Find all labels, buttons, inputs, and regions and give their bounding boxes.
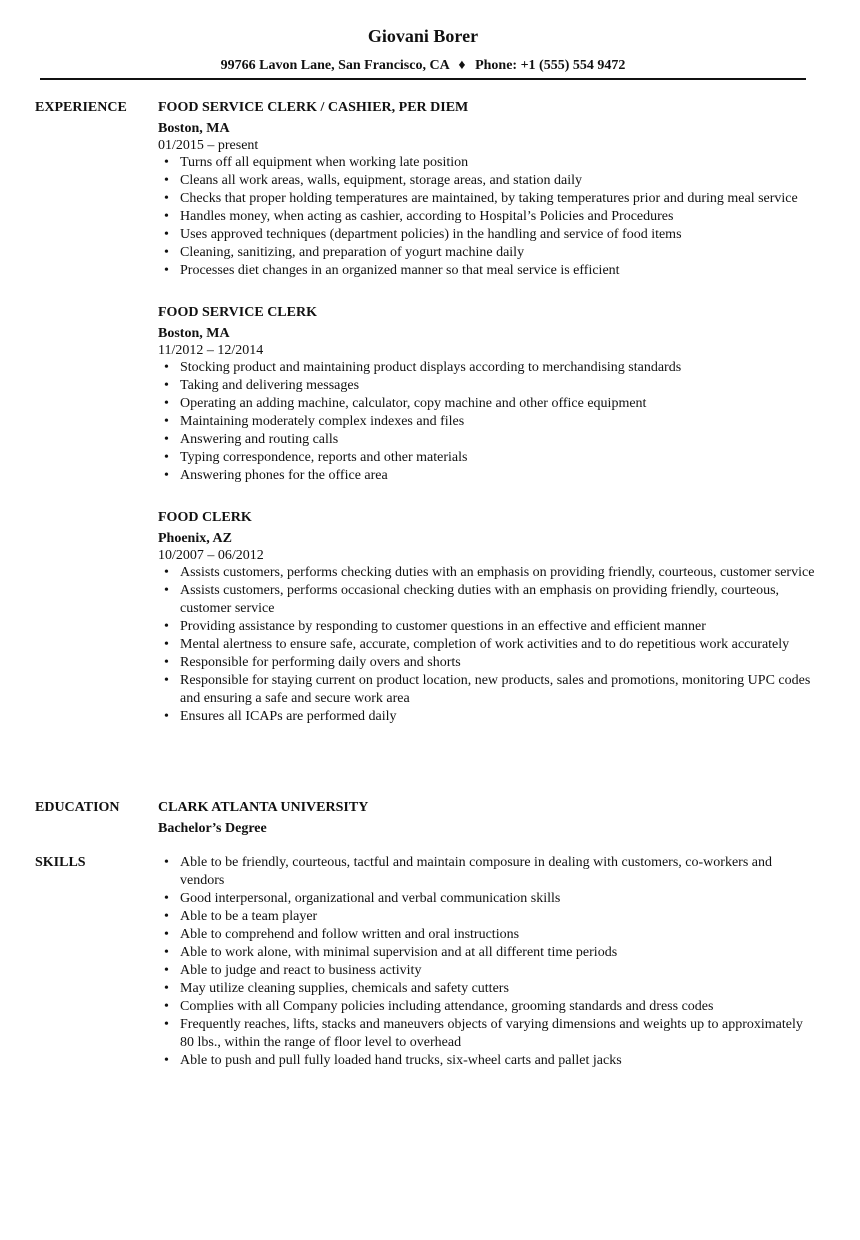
duty-item: • Taking and delivering messages: [158, 377, 818, 395]
job-dates: 01/2015 – present: [158, 138, 259, 153]
job-title: FOOD SERVICE CLERK: [158, 305, 317, 320]
job-duties: [158, 359, 818, 485]
phone: Phone: +1 (555) 554 9472: [475, 58, 626, 73]
duty-item: • Responsible for performing daily overs and shorts: [158, 654, 818, 672]
degree: Bachelor’s Degree: [158, 821, 267, 836]
job-duties: [158, 564, 818, 726]
duty-item: • Assists customers, performs occasional checking duties with an emphasis on providing friendly, courteous, customer service: [158, 582, 818, 618]
diamond-separator-icon: ♦: [458, 58, 466, 73]
duty-item: • Processes diet changes in an organized manner so that meal service is efficient: [158, 262, 818, 280]
job-entry: [158, 509, 818, 726]
skills-list: [158, 854, 818, 1070]
duty-item: • Cleans all work areas, walls, equipment, storage areas, and station daily: [158, 172, 818, 190]
duty-item: • Mental alertness to ensure safe, accurate, completion of work activities and to do repetitious work accurately: [158, 636, 818, 654]
duty-item: • Typing correspondence, reports and other materials: [158, 449, 818, 467]
job-dates: 10/2007 – 06/2012: [158, 548, 264, 563]
job-entry: [158, 304, 818, 485]
section-title-education: EDUCATION: [35, 800, 120, 815]
section-title-skills: SKILLS: [35, 855, 86, 870]
skill-item: • Able to be a team player: [158, 908, 818, 926]
duty-item: • Maintaining moderately complex indexes and files: [158, 413, 818, 431]
duty-item: • Providing assistance by responding to customer questions in an effective and efficient manner: [158, 618, 818, 636]
job-location: Boston, MA: [158, 121, 230, 136]
skills-body: [158, 854, 818, 1070]
job-entry: [158, 99, 818, 280]
candidate-name: Giovani Borer: [367, 26, 479, 46]
skill-item: • Complies with all Company policies including attendance, grooming standards and dress codes: [158, 998, 818, 1016]
skill-item: • Good interpersonal, organizational and verbal communication skills: [158, 890, 818, 908]
duty-item: • Answering phones for the office area: [158, 467, 818, 485]
job-location: Phoenix, AZ: [158, 531, 232, 546]
school-name: CLARK ATLANTA UNIVERSITY: [158, 800, 369, 815]
duty-item: • Responsible for staying current on product location, new products, sales and promotions, monitoring UPC codes and ensuring a safe and secure work area: [158, 672, 818, 708]
duty-item: • Answering and routing calls: [158, 431, 818, 449]
skill-item: • Able to comprehend and follow written and oral instructions: [158, 926, 818, 944]
section-title-experience: EXPERIENCE: [35, 100, 127, 115]
job-duties: [158, 154, 818, 280]
duty-item: • Checks that proper holding temperatures are maintained, by taking temperatures prior and during meal service: [158, 190, 818, 208]
job-title: FOOD SERVICE CLERK / CASHIER, PER DIEM: [158, 100, 469, 115]
education-body: [158, 799, 818, 838]
duty-item: • Assists customers, performs checking duties with an emphasis on providing friendly, courteous, customer service: [158, 564, 818, 582]
contact-line: [40, 56, 806, 76]
duty-item: • Cleaning, sanitizing, and preparation of yogurt machine daily: [158, 244, 818, 262]
address: 99766 Lavon Lane, San Francisco, CA: [220, 58, 449, 73]
experience-body: [158, 99, 818, 750]
header-divider: [40, 78, 806, 80]
skill-item: • May utilize cleaning supplies, chemicals and safety cutters: [158, 980, 818, 998]
skill-item: • Able to push and pull fully loaded hand trucks, six-wheel carts and pallet jacks: [158, 1052, 818, 1070]
duty-item: • Uses approved techniques (department policies) in the handling and service of food items: [158, 226, 818, 244]
duty-item: • Stocking product and maintaining product displays according to merchandising standards: [158, 359, 818, 377]
job-dates: 11/2012 – 12/2014: [158, 343, 264, 358]
duty-item: • Ensures all ICAPs are performed daily: [158, 708, 818, 726]
duty-item: • Handles money, when acting as cashier, according to Hospital’s Policies and Procedures: [158, 208, 818, 226]
resume-header: [40, 22, 806, 76]
skill-item: • Able to be friendly, courteous, tactful and maintain composure in dealing with customers, co-workers and vendors: [158, 854, 818, 890]
duty-item: • Turns off all equipment when working late position: [158, 154, 818, 172]
skill-item: • Frequently reaches, lifts, stacks and maneuvers objects of varying dimensions and weights up to approximately 80 lbs., within the range of floor level to overhead: [158, 1016, 818, 1052]
skill-item: • Able to work alone, with minimal supervision and at all different time periods: [158, 944, 818, 962]
duty-item: • Operating an adding machine, calculator, copy machine and other office equipment: [158, 395, 818, 413]
job-title: FOOD CLERK: [158, 510, 252, 525]
skill-item: • Able to judge and react to business activity: [158, 962, 818, 980]
job-location: Boston, MA: [158, 326, 230, 341]
